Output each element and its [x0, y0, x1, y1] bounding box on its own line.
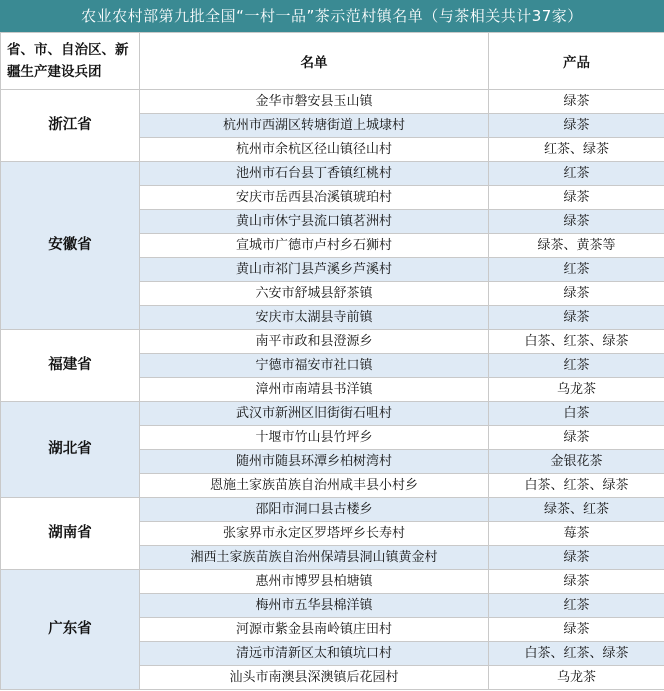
village-name-cell: 清远市清新区太和镇坑口村 — [140, 642, 489, 666]
village-list-table — [0, 32, 664, 690]
table-row — [1, 498, 664, 522]
header-row — [1, 33, 664, 90]
product-column-header: 产品 — [489, 33, 664, 90]
product-cell: 乌龙茶 — [489, 666, 664, 690]
product-cell: 红茶 — [489, 258, 664, 282]
product-cell: 金银花茶 — [489, 450, 664, 474]
village-name-cell: 六安市舒城县舒茶镇 — [140, 282, 489, 306]
village-name-cell: 张家界市永定区罗塔坪乡长寿村 — [140, 522, 489, 546]
province-cell: 广东省 — [1, 570, 140, 690]
village-name-cell: 安庆市岳西县冶溪镇琥珀村 — [140, 186, 489, 210]
village-name-cell: 惠州市博罗县柏塘镇 — [140, 570, 489, 594]
table-row — [1, 570, 664, 594]
product-cell: 绿茶 — [489, 210, 664, 234]
product-cell: 红茶 — [489, 594, 664, 618]
village-name-cell: 恩施土家族苗族自治州咸丰县小村乡 — [140, 474, 489, 498]
village-name-cell: 安庆市太湖县寺前镇 — [140, 306, 489, 330]
product-cell: 白茶 — [489, 402, 664, 426]
village-name-cell: 杭州市西湖区转塘街道上城埭村 — [140, 114, 489, 138]
table-row — [1, 162, 664, 186]
village-name-cell: 池州市石台县丁香镇红桃村 — [140, 162, 489, 186]
village-name-cell: 宣城市广德市卢村乡石狮村 — [140, 234, 489, 258]
village-name-cell: 梅州市五华县棉洋镇 — [140, 594, 489, 618]
product-cell: 绿茶 — [489, 186, 664, 210]
table-row — [1, 402, 664, 426]
province-cell: 湖北省 — [1, 402, 140, 498]
province-cell: 安徽省 — [1, 162, 140, 330]
table-row — [1, 90, 664, 114]
product-cell: 白茶、红茶、绿茶 — [489, 642, 664, 666]
product-cell: 绿茶 — [489, 546, 664, 570]
product-cell: 绿茶 — [489, 618, 664, 642]
village-name-cell: 宁德市福安市社口镇 — [140, 354, 489, 378]
village-name-cell: 黄山市祁门县芦溪乡芦溪村 — [140, 258, 489, 282]
village-name-cell: 杭州市余杭区径山镇径山村 — [140, 138, 489, 162]
province-column-header: 省、市、自治区、新疆生产建设兵团 — [1, 33, 140, 90]
village-name-cell: 武汉市新洲区旧街街石咀村 — [140, 402, 489, 426]
product-cell: 红茶 — [489, 354, 664, 378]
product-cell: 绿茶、红茶 — [489, 498, 664, 522]
village-name-cell: 随州市随县环潭乡柏树湾村 — [140, 450, 489, 474]
province-cell: 浙江省 — [1, 90, 140, 162]
product-cell: 白茶、红茶、绿茶 — [489, 474, 664, 498]
table-body — [1, 90, 664, 690]
village-name-cell: 漳州市南靖县书洋镇 — [140, 378, 489, 402]
product-cell: 绿茶 — [489, 306, 664, 330]
product-cell: 乌龙茶 — [489, 378, 664, 402]
product-cell: 红茶、绿茶 — [489, 138, 664, 162]
province-cell: 湖南省 — [1, 498, 140, 570]
village-name-cell: 南平市政和县澄源乡 — [140, 330, 489, 354]
product-cell: 绿茶 — [489, 570, 664, 594]
village-name-cell: 邵阳市洞口县古楼乡 — [140, 498, 489, 522]
province-cell: 福建省 — [1, 330, 140, 402]
village-name-cell: 黄山市休宁县流口镇茗洲村 — [140, 210, 489, 234]
product-cell: 莓茶 — [489, 522, 664, 546]
product-cell: 绿茶 — [489, 90, 664, 114]
table-title: 农业农村部第九批全国“一村一品”茶示范村镇名单（与茶相关共计37家） — [0, 0, 664, 32]
table-row — [1, 330, 664, 354]
village-name-cell: 金华市磐安县玉山镇 — [140, 90, 489, 114]
village-name-cell: 十堰市竹山县竹坪乡 — [140, 426, 489, 450]
product-cell: 绿茶、黄茶等 — [489, 234, 664, 258]
product-cell: 白茶、红茶、绿茶 — [489, 330, 664, 354]
product-cell: 绿茶 — [489, 114, 664, 138]
village-name-cell: 湘西土家族苗族自治州保靖县洞山镇黄金村 — [140, 546, 489, 570]
product-cell: 绿茶 — [489, 426, 664, 450]
name-column-header: 名单 — [140, 33, 489, 90]
product-cell: 绿茶 — [489, 282, 664, 306]
village-name-cell: 河源市紫金县南岭镇庄田村 — [140, 618, 489, 642]
product-cell: 红茶 — [489, 162, 664, 186]
village-name-cell: 汕头市南澳县深澳镇后花园村 — [140, 666, 489, 690]
